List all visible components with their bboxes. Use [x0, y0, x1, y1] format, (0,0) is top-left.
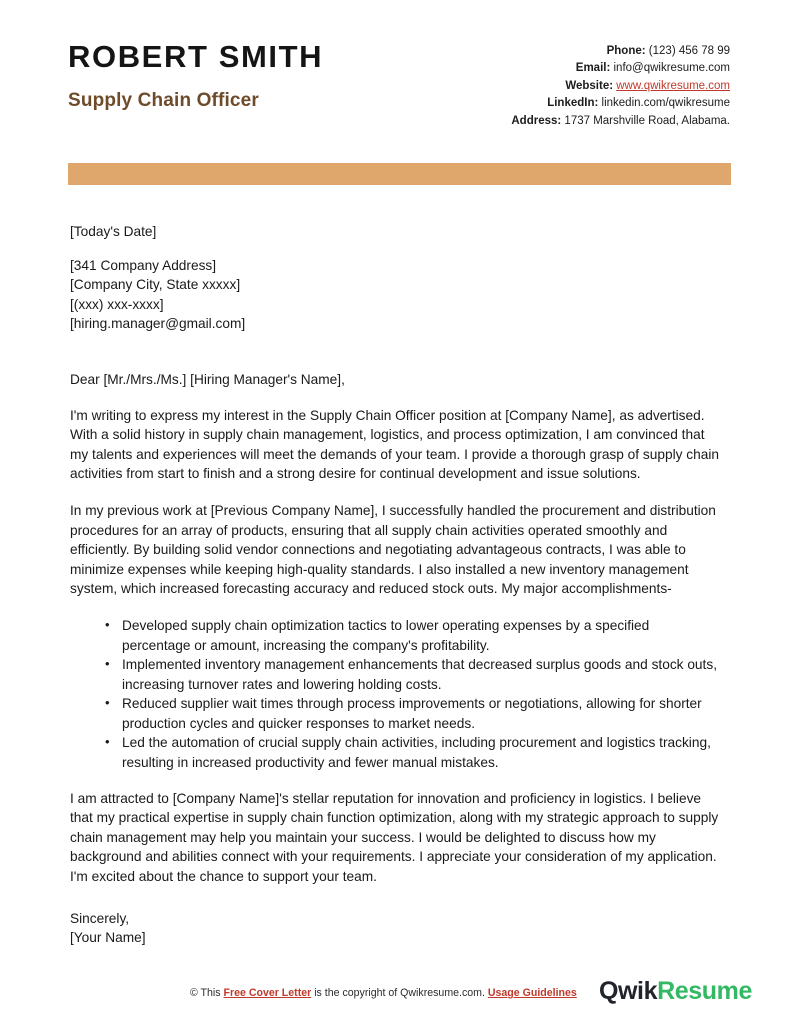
copyright-middle: is the copyright of Qwikresume.com. — [311, 987, 488, 999]
contact-label-website: Website: — [565, 79, 614, 92]
body-paragraph-3: I am attracted to [Company Name]'s stellar reputation for innovation and proficiency in logistics. I believe that my practical expertise in supply chain function optimization, along with my strategic approach to supply chain management may help you maintain your success. I would be delighted to discuss how my background and abilities connect with your requirements. I appreciate your consideration of my application. I'm excited about the chance to support your team. — [70, 790, 719, 885]
usage-guidelines-link[interactable]: Usage Guidelines — [487, 987, 577, 999]
letter-header — [0, 0, 800, 150]
contact-label-address: Address: — [511, 114, 562, 127]
recipient-address-block — [70, 256, 720, 334]
letter-date — [70, 222, 720, 242]
date-placeholder: [Today's Date] — [70, 224, 157, 239]
list-item: • Reduced supplier wait times through process improvements or negotiations, allowing for shorter production cycles and quicker responses to market needs. — [105, 694, 720, 733]
contact-row-linkedin — [511, 95, 730, 112]
qwikresume-logo — [599, 977, 752, 1006]
accent-divider-bar — [68, 163, 731, 185]
contact-row-email — [511, 60, 730, 77]
contact-label-linkedin: LinkedIn: — [547, 97, 599, 110]
contact-value-email: info@qwikresume.com — [613, 62, 730, 75]
signature-name: [Your Name] — [70, 930, 146, 946]
name-block — [68, 40, 488, 112]
contact-label-phone: Phone: — [606, 45, 646, 57]
contact-value-address: 1737 Marshville Road, Alabama. — [564, 114, 730, 127]
recipient-address-line: [(xxx) xxx-xxxx] — [70, 296, 164, 312]
accomplishments-list — [70, 616, 720, 773]
free-cover-letter-link[interactable]: Free Cover Letter — [223, 987, 312, 999]
contact-row-address — [511, 113, 730, 130]
body-paragraph-2: In my previous work at [Previous Company Name], I successfully handled the procurement and distribution procedures for an array of products, ensuring that all supply chain activities operated smoothly and efficiently. By building solid vendor connections and negotiating advantageous contracts, I was able to minimize expenses while keeping high-quality standards. I also installed a new inventory management system, which increased forecasting accuracy and reduced stock outs. My major accomplishments- — [70, 502, 716, 597]
closing-salutation: Sincerely, — [70, 910, 130, 926]
contact-details — [511, 43, 730, 130]
list-item: • Led the automation of crucial supply chain activities, including procurement and logistics tracking, resulting in increased productivity and fewer manual mistakes. — [105, 733, 720, 772]
copyright-prefix: © This — [190, 987, 224, 999]
signature-block — [70, 909, 720, 948]
contact-link-website[interactable]: www.qwikresume.com — [616, 79, 730, 92]
logo-text-resume: Resume — [657, 977, 752, 1005]
list-item: • Implemented inventory management enhancements that decreased surplus goods and stock outs, increasing turnover rates and lowering holding costs. — [105, 655, 720, 694]
salutation: Dear [Mr./Mrs./Ms.] [Hiring Manager's Name], — [70, 371, 345, 387]
recipient-address-line: [hiring.manager@gmail.com] — [70, 316, 246, 332]
contact-value-linkedin: linkedin.com/qwikresume — [601, 97, 730, 110]
contact-row-website — [511, 78, 730, 95]
page-footer — [0, 965, 800, 1035]
contact-row-phone — [511, 43, 730, 60]
body-paragraph-1: I'm writing to express my interest in the Supply Chain Officer position at [Company Name], as advertised. With a solid history in supply chain management, logistics, and process optimization, I am convinced that my talents and experiences will meet the demands of your team. I provide a thorough grasp of supply chain activities from start to finish and a strong desire for continual development and issue solutions. — [70, 407, 719, 482]
applicant-job-title: Supply Chain Officer — [68, 89, 259, 111]
letter-body — [70, 222, 720, 948]
logo-text-qwik: Qwik — [598, 977, 658, 1005]
applicant-name: ROBERT SMITH — [68, 39, 324, 74]
list-item: • Developed supply chain optimization tactics to lower operating expenses by a specified percentage or amount, increasing the company's profitability. — [105, 616, 720, 655]
recipient-address-line: [341 Company Address] — [70, 257, 217, 273]
copyright-notice — [190, 987, 577, 999]
recipient-address-line: [Company City, State xxxxx] — [70, 277, 241, 293]
contact-value-phone: (123) 456 78 99 — [648, 45, 730, 57]
contact-label-email: Email: — [575, 62, 611, 75]
